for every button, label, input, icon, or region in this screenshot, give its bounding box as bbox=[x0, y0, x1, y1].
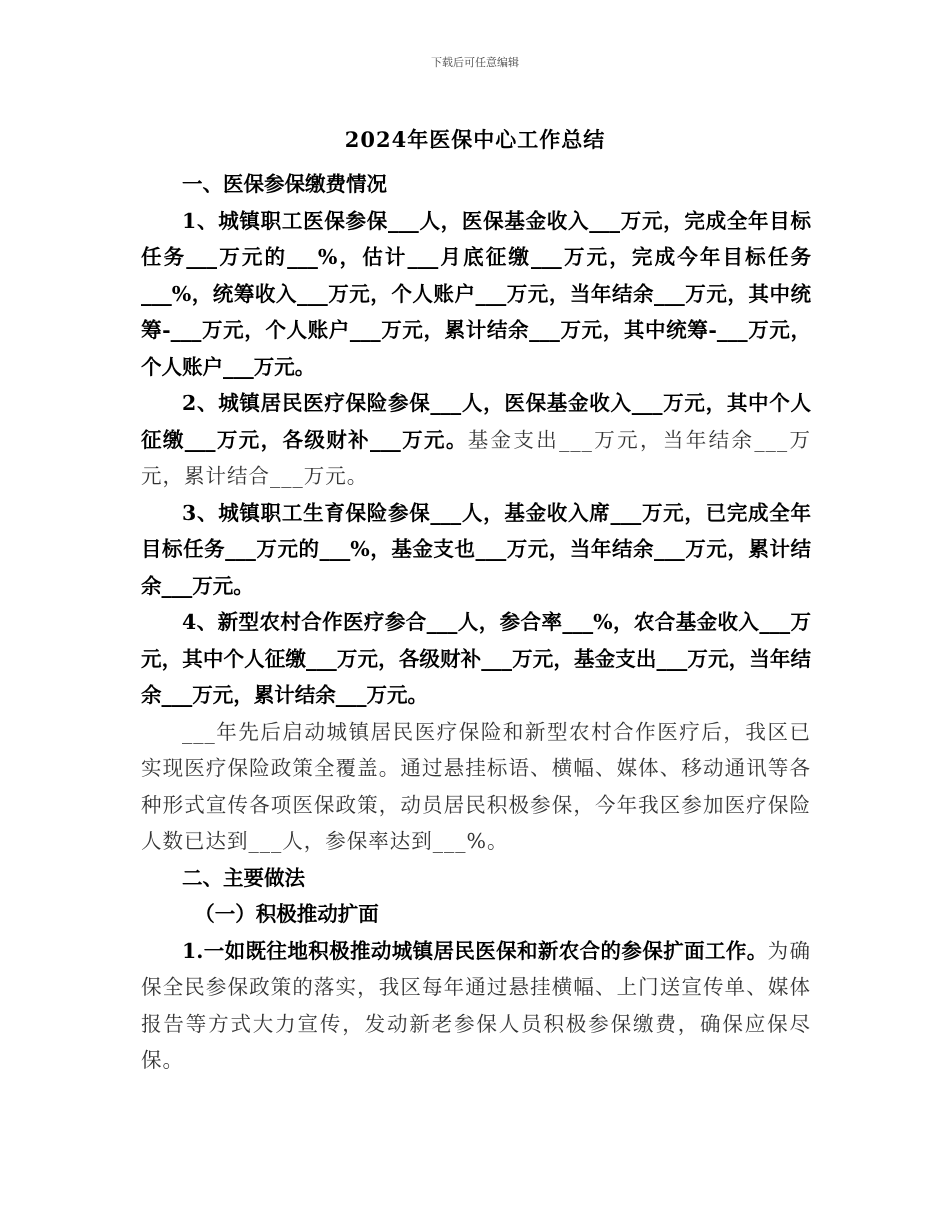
paragraph-2 bbox=[141, 385, 811, 495]
paragraph-4: 4、新型农村合作医疗参合___人，参合率___%，农合基金收入___万元，其中个人征缴___万元，各级财补___万元，基金支出___万元，当年结余___万元，累计结余___万元。 bbox=[141, 610, 811, 707]
paragraph-3: 3、城镇职工生育保险参保___人，基金收入席___万元，已完成全年目标任务___万元的___%，基金支也___万元，当年结余___万元，累计结余___万元。 bbox=[141, 500, 811, 598]
paragraph-5: ___年先后启动城镇居民医疗保险和新型农村合作医疗后，我区已实现医疗保险政策全覆盖。通过悬挂标语、横幅、媒体、移动通讯等各种形式宣传各项医保政策，动员居民积极参保，今年我区参加医疗保险人数已达到___人，参保率达到___%。 bbox=[141, 719, 811, 853]
paragraph-1: 1、城镇职工医保参保___人，医保基金收入___万元，完成全年目标任务___万元的___%，估计___月底征缴___万元，完成今年目标任务___%，统筹收入___万元，个人账户___万元，当年结余___万元，其中统筹-___万元，个人账户___万元，累计结余___万元，其中统筹-___万元，个人账户___万元。 bbox=[141, 208, 811, 379]
section-heading-2: 二、主要做法 bbox=[182, 865, 305, 890]
paragraph-2-normal: 基金支出___万元，当年结余___万元，累计结合___万元。 bbox=[141, 427, 812, 488]
paragraph-6-bold: 1.一如既往地积极推动城镇居民医保和新农合的参保扩面工作。 bbox=[182, 938, 768, 963]
subsection-heading-1: （一）积极推动扩面 bbox=[194, 902, 379, 926]
paragraph-6-normal: 为确保全民参保政策的落实，我区每年通过悬挂横幅、上门送宣传单、媒体报告等方式大力宣传，发动新老参保人员积极参保缴费，确保应保尽保。 bbox=[141, 938, 812, 1072]
document-title: 2024年医保中心工作总结 bbox=[344, 127, 606, 152]
document-body bbox=[141, 166, 811, 1079]
watermark-text: 下载后可任意编辑 bbox=[431, 56, 519, 69]
section-heading-1: 一、医保参保缴费情况 bbox=[182, 172, 387, 196]
paragraph-2-bold: 2、城镇居民医疗保险参保___人，医保基金收入___万元，其中个人征缴___万元，各级财补___万元。 bbox=[141, 391, 811, 452]
paragraph-6 bbox=[141, 933, 811, 1079]
